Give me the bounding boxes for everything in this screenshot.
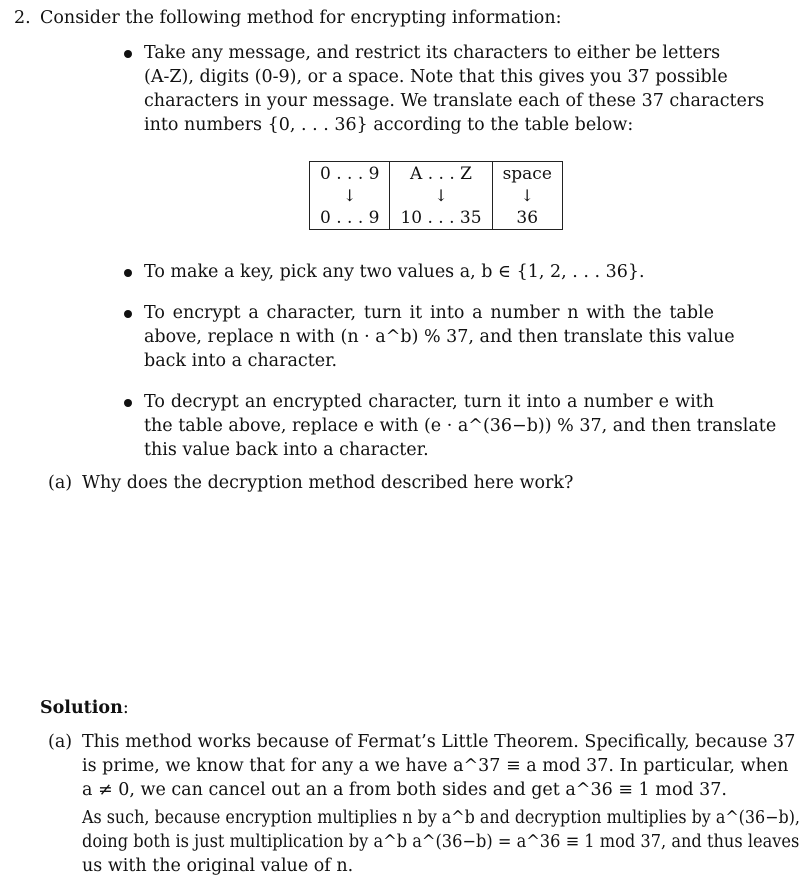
bullet-3-line-1: To encrypt a character, turn it into a number n with the table [144,303,714,323]
encoding-table [309,161,563,230]
bullet-1-line-1: Take any message, and restrict its characters to either be letters [144,43,721,63]
table-cell: 10 . . . 35 [390,206,492,230]
question-intro: Consider the following method for encrypting information: [40,8,562,28]
bullet-marker-4 [124,399,132,407]
bullet-2-text: To make a key, pick any two values a, b ∈ {1, 2, . . . 36}. [144,262,645,282]
down-arrow-icon: ↓ [492,185,562,206]
down-arrow-icon: ↓ [390,185,492,206]
down-arrow-icon: ↓ [310,185,390,206]
solution-line-2: is prime, we know that for any a we have a^37 ≡ a mod 37. In particular, when [82,756,789,776]
table-cell: 0 . . . 9 [310,162,390,186]
solution-line-1: This method works because of Fermat’s Little Theorem. Specifically, because 37 [82,732,796,752]
bullet-4-line-2: the table above, replace e with (e · a^(36−b)) % 37, and then translate [144,416,777,436]
bullet-marker-3 [124,310,132,318]
solution-heading-word: Solution [40,698,123,718]
bullet-marker-1 [124,50,132,58]
table-cell: A . . . Z [390,162,492,186]
table-row-characters [310,162,563,186]
solution-line-5: doing both is just multiplication by a^b a^(36−b) = a^36 ≡ 1 mod 37, and thus leaves [82,832,800,852]
bullet-marker-2 [124,269,132,277]
table-row-arrows [310,185,563,206]
table-cell: space [492,162,562,186]
bullet-3-line-2: above, replace n with (n · a^b) % 37, and then translate this value [144,327,735,347]
question-number: 2. [14,8,31,28]
solution-line-4: As such, because encryption multiplies n by a^b and decryption multiplies by a^(36−b), [82,808,800,828]
solution-line-3: a ≠ 0, we can cancel out an a from both sides and get a^36 ≡ 1 mod 37. [82,780,727,800]
bullet-1-line-2: (A-Z), digits (0-9), or a space. Note that this gives you 37 possible [144,67,728,87]
bullet-3-line-3: back into a character. [144,351,338,371]
table-cell: 36 [492,206,562,230]
bullet-1-line-3: characters in your message. We translate each of these 37 characters [144,91,765,111]
part-a-label: (a) [48,473,73,493]
bullet-4-line-3: this value back into a character. [144,440,429,460]
table-cell: 0 . . . 9 [310,206,390,230]
part-a-question: Why does the decryption method described here work? [82,473,574,493]
solution-label: (a) [48,732,73,752]
bullet-4-line-1: To decrypt an encrypted character, turn it into a number e with [144,392,714,412]
bullet-1-line-4: into numbers {0, . . . 36} according to the table below: [144,115,634,135]
solution-line-6: us with the original value of n. [82,856,354,876]
solution-heading-colon: : [122,698,129,718]
table-row-numbers [310,206,563,230]
solution-heading [40,696,129,720]
